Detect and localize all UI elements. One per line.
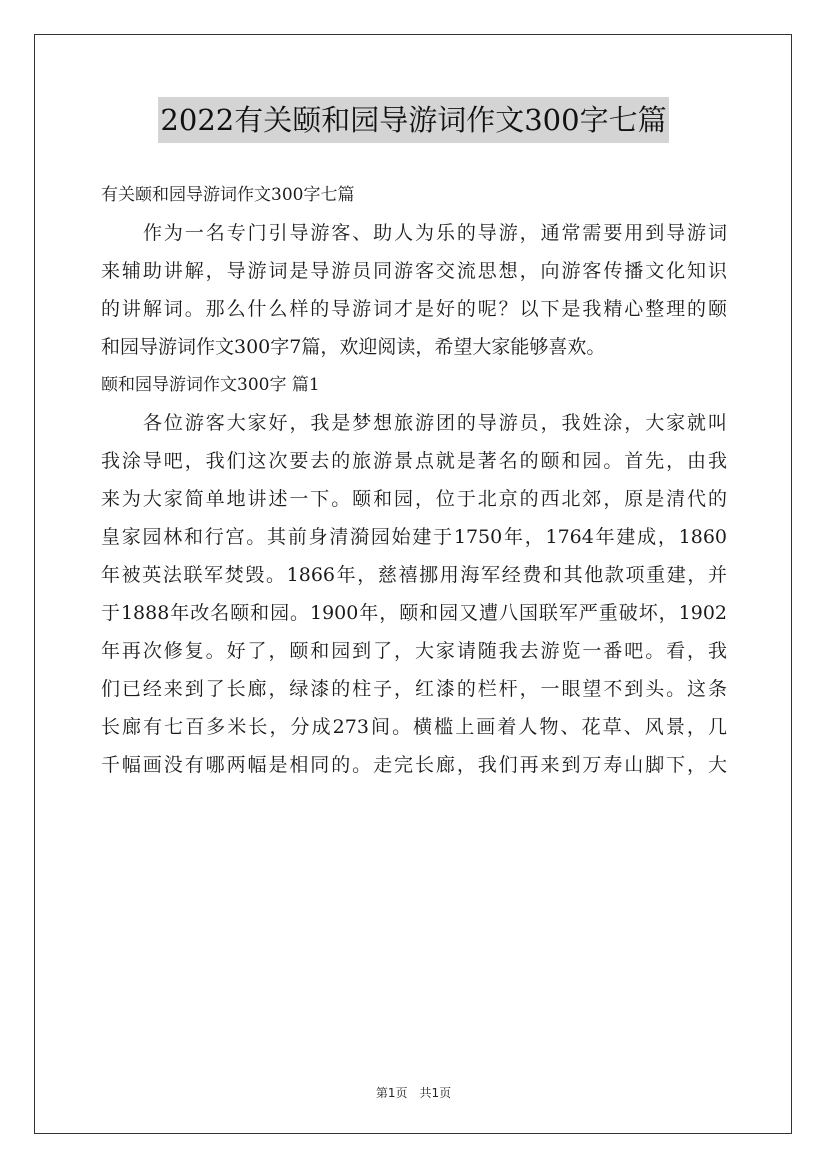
body-line: 皇家园林和行宫。其前身清漪园始建于1750年，1764年建成，1860 xyxy=(101,526,727,548)
document-body xyxy=(101,176,727,784)
body-line: 们已经来到了长廊，绿漆的柱子，红漆的栏杆，一眼望不到头。这条 xyxy=(101,678,727,700)
section-heading: 颐和园导游词作文300字 篇1 xyxy=(101,375,320,395)
intro-line: 的讲解词。那么什么样的导游词才是好的呢？以下是我精心整理的颐 xyxy=(101,298,727,320)
body-line: 年被英法联军焚毁。1866年，慈禧挪用海军经费和其他款项重建，并 xyxy=(101,564,727,586)
body-line: 千幅画没有哪两幅是相同的。走完长廊，我们再来到万寿山脚下，大 xyxy=(101,754,727,776)
page-footer xyxy=(0,1084,827,1101)
intro-line: 和园导游词作文300字7篇，欢迎阅读，希望大家能够喜欢。 xyxy=(101,336,606,358)
intro-line: 来辅助讲解，导游词是导游员同游客交流思想，向游客传播文化知识 xyxy=(101,260,727,282)
document-subtitle: 有关颐和园导游词作文300字七篇 xyxy=(101,185,355,205)
body-line: 于1888年改名颐和园。1900年，颐和园又遭八国联军严重破坏，1902 xyxy=(101,602,727,624)
body-line: 来为大家简单地讲述一下。颐和园，位于北京的西北郊，原是清代的 xyxy=(101,488,727,510)
document-title: 2022有关颐和园导游词作文300字七篇 xyxy=(158,97,668,143)
body-line: 长廊有七百多米长，分成273间。横槛上画着人物、花草、风景，几 xyxy=(101,716,727,738)
title-container xyxy=(0,97,827,143)
page-number-total: 共1页 xyxy=(419,1086,452,1100)
body-line: 各位游客大家好，我是梦想旅游团的导游员，我姓涂，大家就叫 xyxy=(143,412,727,434)
body-line: 我涂导吧，我们这次要去的旅游景点就是著名的颐和园。首先，由我 xyxy=(101,450,727,472)
page-number-current: 第1页 xyxy=(375,1086,408,1100)
intro-line: 作为一名专门引导游客、助人为乐的导游，通常需要用到导游词 xyxy=(143,222,727,244)
body-line: 年再次修复。好了，颐和园到了，大家请随我去游览一番吧。看，我 xyxy=(101,640,727,662)
